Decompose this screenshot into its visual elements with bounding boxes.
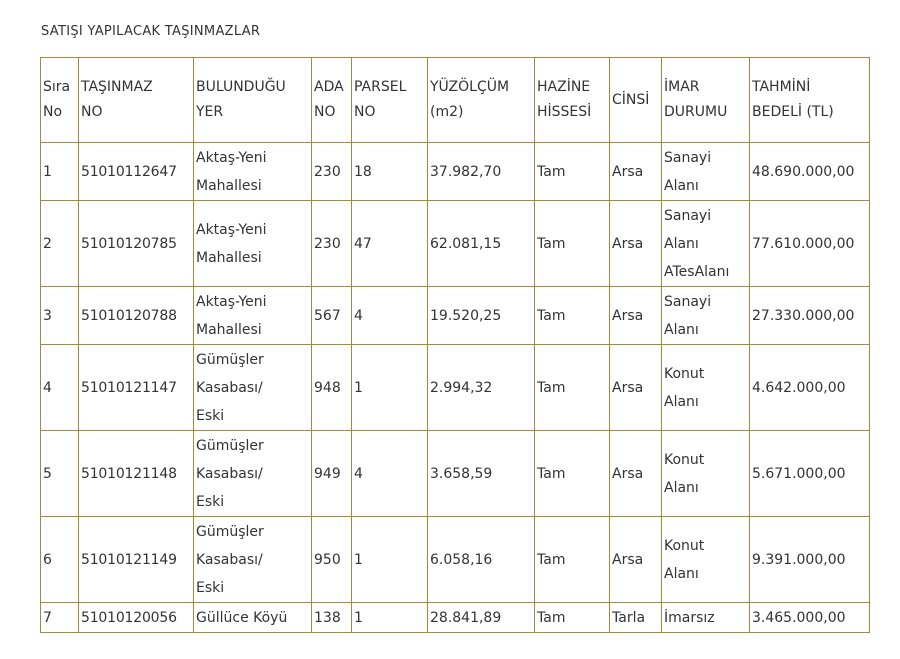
cell-parsel-no: 4	[352, 431, 428, 517]
cell-ada-no: 567	[312, 287, 352, 345]
cell-sira: 4	[41, 345, 79, 431]
property-table	[40, 57, 870, 633]
cell-imar-durumu: İmarsız	[662, 603, 750, 633]
cell-ada-no: 949	[312, 431, 352, 517]
cell-line: Mahallesi	[196, 177, 262, 194]
cell-hazine-hissesi: Tam	[535, 431, 610, 517]
page-title: SATIŞI YAPILACAK TAŞINMAZLAR	[41, 24, 261, 39]
table-row	[41, 431, 870, 517]
cell-line: Gümüşler	[196, 351, 264, 368]
cell-line: Aktaş-Yeni	[196, 293, 267, 310]
cell-tahmini-bedel: 48.690.000,00	[750, 143, 870, 201]
cell-parsel-no: 18	[352, 143, 428, 201]
cell-bulundugu-yer	[194, 517, 312, 603]
header-imar-durumu	[662, 58, 750, 143]
header-line: NO	[354, 104, 376, 120]
cell-line: Aktaş-Yeni	[196, 149, 267, 166]
cell-sira: 3	[41, 287, 79, 345]
cell-bulundugu-yer	[194, 143, 312, 201]
cell-tahmini-bedel: 4.642.000,00	[750, 345, 870, 431]
header-bulundugu-yer	[194, 58, 312, 143]
cell-ada-no: 230	[312, 201, 352, 287]
header-tahmini-bedel	[750, 58, 870, 143]
cell-tasinmaz-no: 51010121149	[79, 517, 194, 603]
header-line: BULUNDUĞU	[196, 79, 286, 95]
cell-line: Konut	[664, 451, 705, 468]
header-line: İMAR	[664, 79, 700, 95]
cell-tahmini-bedel: 9.391.000,00	[750, 517, 870, 603]
cell-imar-durumu	[662, 201, 750, 287]
cell-bulundugu-yer	[194, 431, 312, 517]
cell-tahmini-bedel: 27.330.000,00	[750, 287, 870, 345]
cell-yuzolcum: 28.841,89	[428, 603, 535, 633]
cell-imar-durumu	[662, 517, 750, 603]
cell-line: Eski	[196, 493, 225, 510]
cell-line: Mahallesi	[196, 321, 262, 338]
cell-sira: 2	[41, 201, 79, 287]
cell-sira: 1	[41, 143, 79, 201]
cell-line: Aktaş-Yeni	[196, 221, 267, 238]
cell-hazine-hissesi: Tam	[535, 287, 610, 345]
cell-cinsi: Arsa	[610, 431, 662, 517]
cell-cinsi: Arsa	[610, 287, 662, 345]
header-line: TAŞINMAZ	[81, 79, 153, 95]
cell-imar-durumu	[662, 287, 750, 345]
header-yuzolcum	[428, 58, 535, 143]
table-row	[41, 201, 870, 287]
cell-imar-durumu	[662, 143, 750, 201]
header-line: NO	[314, 104, 336, 120]
cell-imar-durumu	[662, 431, 750, 517]
header-parsel-no	[352, 58, 428, 143]
cell-line: Konut	[664, 537, 705, 554]
cell-hazine-hissesi: Tam	[535, 201, 610, 287]
cell-hazine-hissesi: Tam	[535, 143, 610, 201]
header-hazine-hissesi	[535, 58, 610, 143]
header-line: Sıra	[43, 79, 71, 95]
cell-line: Alanı	[664, 177, 699, 194]
cell-parsel-no: 4	[352, 287, 428, 345]
cell-line: Alanı	[664, 321, 699, 338]
cell-parsel-no: 1	[352, 345, 428, 431]
cell-tasinmaz-no: 51010112647	[79, 143, 194, 201]
cell-yuzolcum: 37.982,70	[428, 143, 535, 201]
cell-line: Eski	[196, 407, 225, 424]
cell-bulundugu-yer	[194, 201, 312, 287]
table-row	[41, 287, 870, 345]
header-ada-no	[312, 58, 352, 143]
cell-tahmini-bedel: 3.465.000,00	[750, 603, 870, 633]
cell-tasinmaz-no: 51010121148	[79, 431, 194, 517]
cell-line: Alanı	[664, 479, 699, 496]
header-line: HAZİNE	[537, 79, 591, 95]
header-line: BEDELİ (TL)	[752, 104, 834, 120]
cell-line: Gümüşler	[196, 437, 264, 454]
cell-line: Mahallesi	[196, 249, 262, 266]
header-line: YÜZÖLÇÜM	[430, 79, 510, 95]
cell-cinsi: Arsa	[610, 517, 662, 603]
cell-bulundugu-yer	[194, 345, 312, 431]
cell-yuzolcum: 19.520,25	[428, 287, 535, 345]
cell-cinsi: Arsa	[610, 143, 662, 201]
cell-line: Gümüşler	[196, 523, 264, 540]
cell-cinsi: Arsa	[610, 345, 662, 431]
cell-ada-no: 138	[312, 603, 352, 633]
cell-hazine-hissesi: Tam	[535, 345, 610, 431]
table-row	[41, 345, 870, 431]
cell-ada-no: 230	[312, 143, 352, 201]
cell-tasinmaz-no: 51010120785	[79, 201, 194, 287]
cell-line: Kasabası/	[196, 379, 263, 396]
header-line: DURUMU	[664, 104, 728, 120]
cell-line: Alanı	[664, 235, 699, 252]
cell-bulundugu-yer: Güllüce Köyü	[194, 603, 312, 633]
header-cinsi	[610, 58, 662, 143]
cell-cinsi: Tarla	[610, 603, 662, 633]
header-line: (m2)	[430, 104, 464, 120]
cell-line: Kasabası/	[196, 465, 263, 482]
cell-sira: 7	[41, 603, 79, 633]
cell-sira: 6	[41, 517, 79, 603]
table-row	[41, 517, 870, 603]
cell-tasinmaz-no: 51010120056	[79, 603, 194, 633]
header-tasinmaz-no	[79, 58, 194, 143]
cell-parsel-no: 1	[352, 603, 428, 633]
header-line: YER	[196, 104, 224, 120]
header-sira-no	[41, 58, 79, 143]
cell-yuzolcum: 2.994,32	[428, 345, 535, 431]
table-header-row	[41, 58, 870, 143]
cell-cinsi: Arsa	[610, 201, 662, 287]
header-line: TAHMİNİ	[752, 79, 811, 95]
cell-line: Sanayi	[664, 293, 712, 310]
header-line: HİSSESİ	[537, 104, 592, 120]
header-line: No	[43, 104, 63, 120]
cell-line: Sanayi	[664, 149, 712, 166]
cell-ada-no: 948	[312, 345, 352, 431]
cell-ada-no: 950	[312, 517, 352, 603]
cell-line: ATesAlanı	[664, 263, 730, 280]
header-line: ADA	[314, 79, 344, 95]
cell-line: Kasabası/	[196, 551, 263, 568]
header-line: NO	[81, 104, 103, 120]
cell-tahmini-bedel: 5.671.000,00	[750, 431, 870, 517]
header-line: PARSEL	[354, 79, 407, 95]
cell-yuzolcum: 62.081,15	[428, 201, 535, 287]
cell-line: Eski	[196, 579, 225, 596]
cell-imar-durumu	[662, 345, 750, 431]
cell-line: Alanı	[664, 393, 699, 410]
cell-tasinmaz-no: 51010120788	[79, 287, 194, 345]
cell-bulundugu-yer	[194, 287, 312, 345]
cell-tahmini-bedel: 77.610.000,00	[750, 201, 870, 287]
cell-hazine-hissesi: Tam	[535, 517, 610, 603]
cell-parsel-no: 47	[352, 201, 428, 287]
cell-yuzolcum: 3.658,59	[428, 431, 535, 517]
table-row	[41, 143, 870, 201]
cell-tasinmaz-no: 51010121147	[79, 345, 194, 431]
cell-line: Alanı	[664, 565, 699, 582]
cell-line: Sanayi	[664, 207, 712, 224]
cell-sira: 5	[41, 431, 79, 517]
header-line: CİNSİ	[612, 91, 650, 108]
cell-line: Konut	[664, 365, 705, 382]
table-row	[41, 603, 870, 633]
cell-hazine-hissesi: Tam	[535, 603, 610, 633]
cell-parsel-no: 1	[352, 517, 428, 603]
cell-yuzolcum: 6.058,16	[428, 517, 535, 603]
